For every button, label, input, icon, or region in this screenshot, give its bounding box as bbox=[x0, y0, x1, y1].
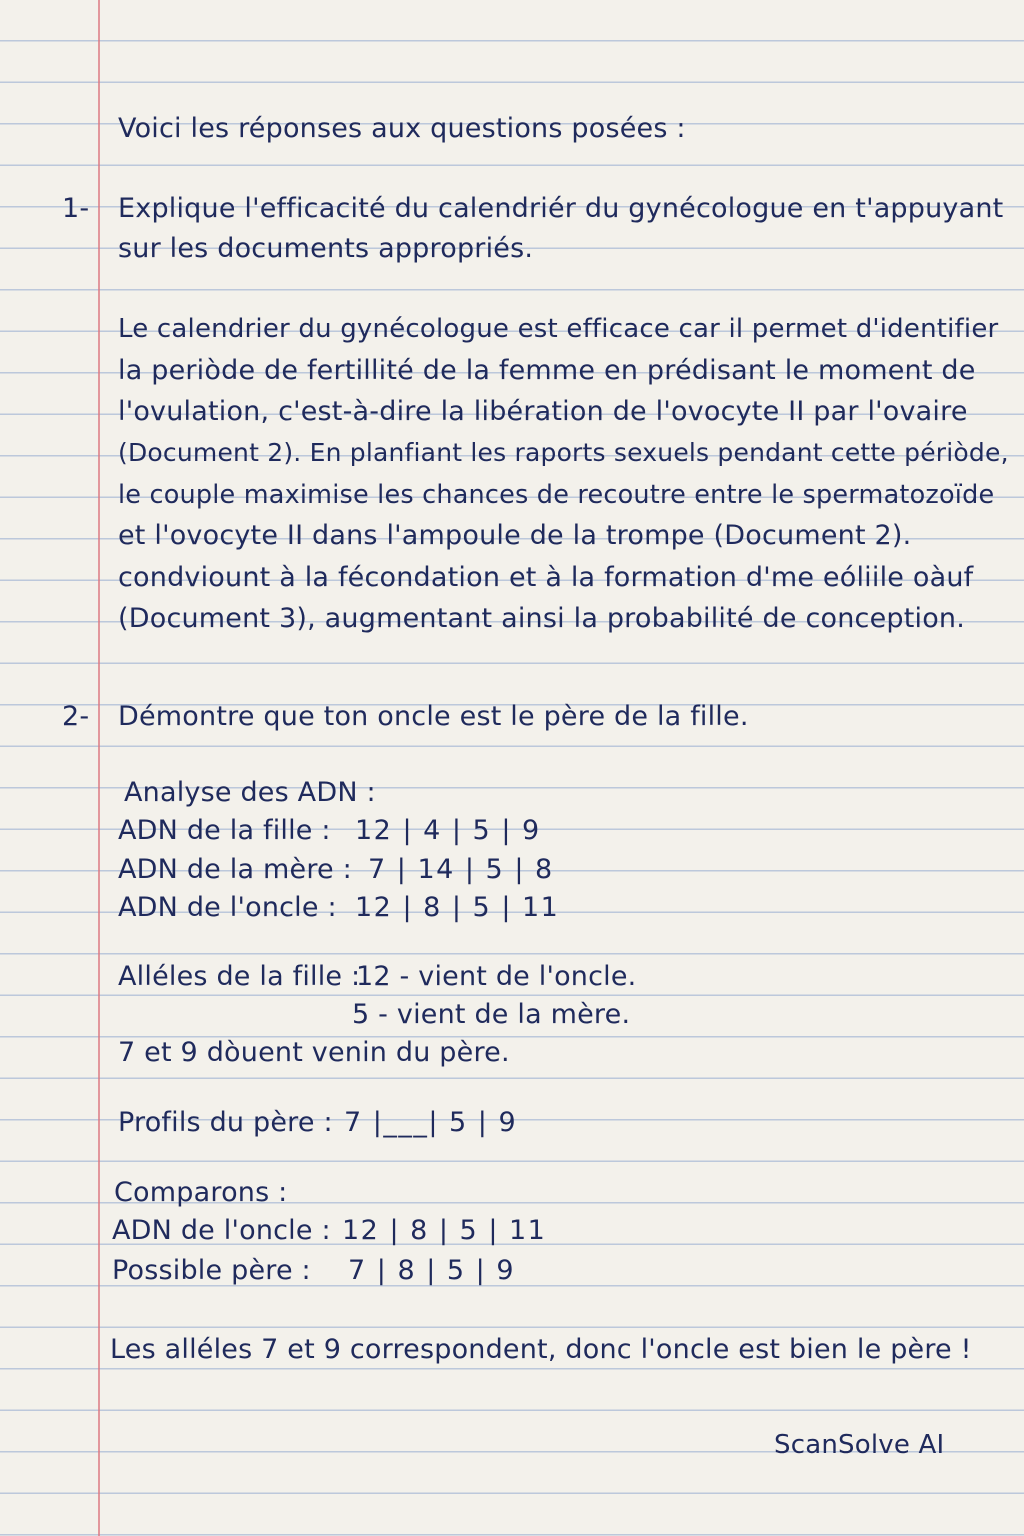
father-profile-values: 7 |___| 5 | 9 bbox=[344, 1107, 518, 1138]
alleles-label: Alléles de la fille : bbox=[118, 961, 361, 992]
dna-row-values: 12 | 4 | 5 | 9 bbox=[355, 815, 541, 846]
answer-1-line: le couple maximise les chances de recoutre entre le spermatozoïde bbox=[118, 480, 995, 510]
dna-row-label: ADN de la mère : bbox=[118, 854, 352, 885]
compare-row-label: Possible père : bbox=[112, 1255, 311, 1286]
dna-row-label: ADN de l'oncle : bbox=[118, 892, 337, 923]
question-1-line-2: sur les documents appropriés. bbox=[118, 233, 534, 264]
compare-row-label: ADN de l'oncle : bbox=[112, 1215, 331, 1246]
answer-1-line: et l'ovocyte II dans l'ampoule de la trompe (Document 2). bbox=[118, 520, 912, 551]
answer-1-line: Le calendrier du gynécologue est efficace car il permet d'identifier bbox=[118, 314, 999, 344]
answer-1-line: la periòde de fertillité de la femme en prédisant le moment de bbox=[118, 355, 976, 386]
answer-1-line: (Document 2). En planfiant les raports sexuels pendant cette périòde, bbox=[118, 438, 1009, 467]
signature: ScanSolve AI bbox=[774, 1430, 945, 1460]
alleles-line: 12 - vient de l'oncle. bbox=[356, 961, 637, 992]
answer-1-line: condviount à la fécondation et à la formation d'me eóliile oàuf bbox=[118, 562, 974, 593]
answer-1-line: l'ovulation, c'est-à-dire la libération de l'ovocyte II par l'ovaire bbox=[118, 396, 968, 427]
dna-row-label: ADN de la fille : bbox=[118, 815, 331, 846]
question-2-text: Démontre que ton oncle est le père de la fille. bbox=[118, 701, 749, 732]
alleles-line: 7 et 9 dòuent venin du père. bbox=[118, 1037, 510, 1068]
answer-1-line: (Document 3), augmentant ainsi la probabilité de conception. bbox=[118, 603, 966, 634]
intro-text: Voici les réponses aux questions posées : bbox=[118, 113, 686, 144]
dna-row-values: 12 | 8 | 5 | 11 bbox=[355, 892, 560, 923]
margin-line bbox=[98, 0, 100, 1536]
compare-row-values: 12 | 8 | 5 | 11 bbox=[342, 1215, 547, 1246]
conclusion-text: Les alléles 7 et 9 correspondent, donc l'oncle est bien le père ! bbox=[110, 1334, 972, 1365]
question-1-number: 1- bbox=[62, 193, 90, 224]
question-1-line-1: Explique l'efficacité du calendriér du gynécologue en t'appuyant bbox=[118, 193, 1004, 224]
dna-analysis-title: Analyse des ADN : bbox=[124, 777, 376, 808]
compare-row-values: 7 | 8 | 5 | 9 bbox=[348, 1255, 515, 1286]
dna-row-values: 7 | 14 | 5 | 8 bbox=[368, 854, 554, 885]
question-2-number: 2- bbox=[62, 701, 90, 732]
father-profile-label: Profils du père : bbox=[118, 1107, 333, 1138]
compare-title: Comparons : bbox=[114, 1177, 288, 1208]
alleles-line: 5 - vient de la mère. bbox=[352, 999, 631, 1030]
